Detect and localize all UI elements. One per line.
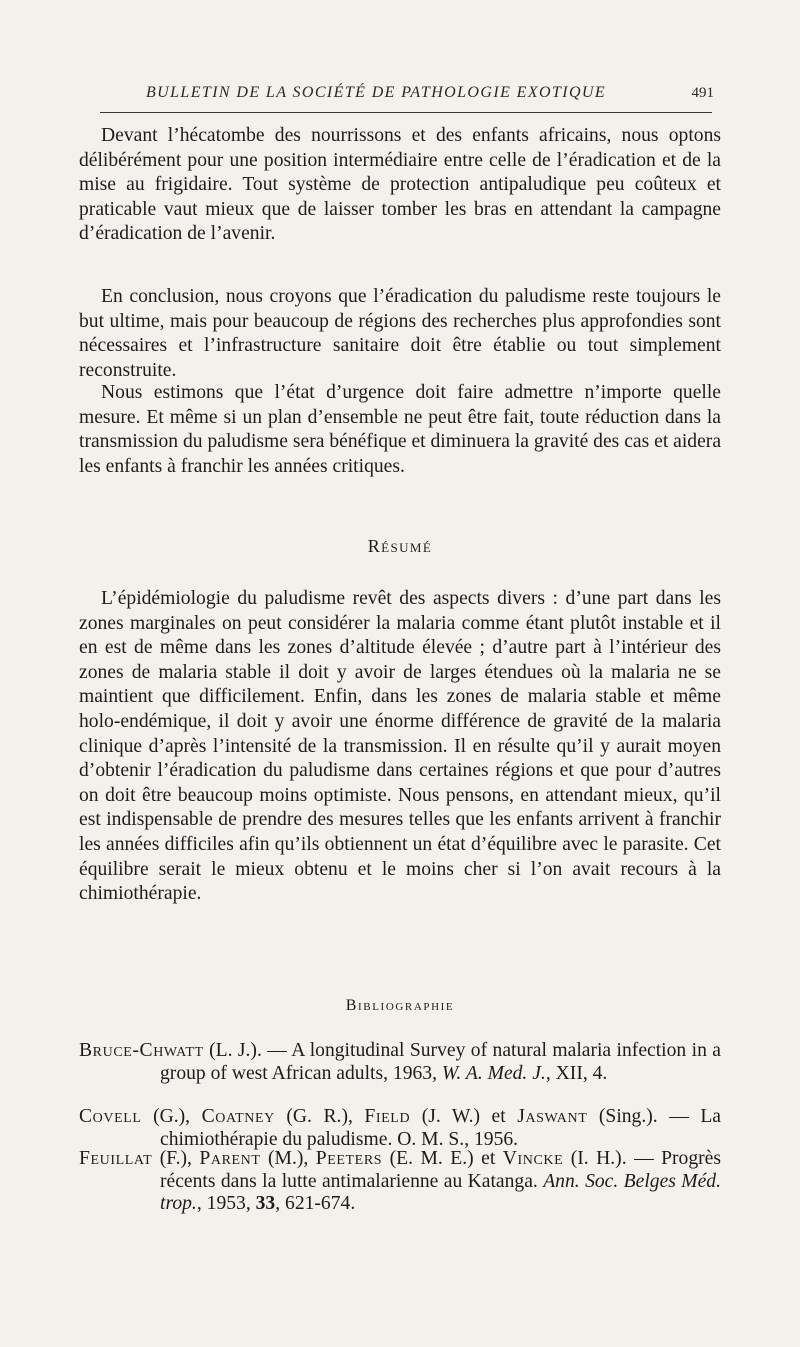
reference-volume: 33 bbox=[255, 1193, 276, 1215]
reference-author: Parent bbox=[199, 1148, 261, 1169]
reference-text: (Sing.). — La chimiothérapie du paludisme. O. M. S., 1956. bbox=[160, 1106, 721, 1150]
journal-running-title: BULLETIN DE LA SOCIÉTÉ DE PATHOLOGIE EXOTIQUE bbox=[146, 84, 607, 101]
reference-text: , XII, 4. bbox=[545, 1062, 608, 1084]
bibliography-entry-1 bbox=[79, 1040, 721, 1085]
paragraph-text: En conclusion, nous croyons que l’éradication du paludisme reste toujours le but ultime, mais pour beaucoup de régions des recherches plus approfondies sont nécessaires et l’infrastructure sanitaire doit être établie ou tout simplement reconstruite. bbox=[79, 286, 721, 381]
reference-text: , 621-674. bbox=[275, 1193, 356, 1215]
reference-text: (J. W.) et bbox=[410, 1106, 518, 1127]
bibliography-heading: Bibliographie bbox=[345, 997, 455, 1014]
reference-journal: Ann. Soc. Belges Méd. trop. bbox=[160, 1170, 721, 1215]
reference-text: (G.), bbox=[141, 1106, 202, 1127]
paragraph-3 bbox=[79, 381, 721, 479]
reference-text: (L. J.). — A longitudinal Survey of natural malaria infection in a group of west African adults, 1963, bbox=[160, 1040, 721, 1084]
running-header bbox=[100, 84, 714, 108]
reference bbox=[79, 1106, 721, 1151]
reference-author: Bruce-Chwatt bbox=[79, 1040, 204, 1061]
paragraph-2 bbox=[79, 285, 721, 383]
resume-text: L’épidémiologie du paludisme revêt des aspects divers : d’une part dans les zones marginales on peut considérer la malaria comme étant plutôt instable et il en est de même dans les zones d’altitude élevée ; d’autre part à l’intérieur des zones de malaria stable il doit y avoir de larges étendues où la malaria ne se maintient que difficilement. Enfin, dans les zones de malaria stable et même holo-endémique, il doit y avoir une énorme différence de gravité de la malaria clinique d’après l’intensité de la transmission. Il en résulte qu’il y aurait moyen d’obtenir l’éradication du paludisme dans certaines régions et que pour d’autres on doit être beaucoup moins optimiste. Nous pensons, en attendant mieux, qu’il est indispensable de prendre des mesures telles que les enfants arrivent à franchir les années difficiles afin qu’ils obtiennent un état d’équilibre avec le parasite. Cet équilibre serait le mieux obtenu et le moins cher si l’on avait recours à la chimiothérapie. bbox=[79, 588, 721, 905]
reference-text: (F.), bbox=[152, 1148, 200, 1169]
reference-text: (E. M. E.) et bbox=[382, 1148, 503, 1169]
paragraph-1 bbox=[79, 124, 721, 247]
paragraph-text: Nous estimons que l’état d’urgence doit faire admettre n’importe quelle mesure. Et même si un plan d’ensemble ne peut être fait, toute réduction dans la transmission du paludisme sera bénéfique et diminuera la gravité des cas et aidera les enfants à franchir les années critiques. bbox=[79, 382, 722, 477]
reference-text: (G. R.), bbox=[274, 1106, 365, 1127]
reference-author: Covell bbox=[79, 1106, 142, 1127]
header-rule bbox=[100, 112, 712, 113]
resume-heading: Résumé bbox=[367, 536, 433, 556]
reference-author: Peeters bbox=[315, 1148, 383, 1169]
reference-author: Vincke bbox=[502, 1148, 564, 1169]
page-number: 491 bbox=[691, 85, 714, 101]
bibliography-entry-3 bbox=[79, 1148, 721, 1216]
reference-text: (M.), bbox=[260, 1148, 316, 1169]
reference-journal: W. A. Med. J. bbox=[441, 1062, 546, 1084]
reference bbox=[79, 1148, 721, 1216]
reference-text: , 1953, bbox=[196, 1193, 256, 1215]
reference bbox=[79, 1040, 721, 1085]
reference-author: Jaswant bbox=[517, 1106, 588, 1127]
paragraph-text: Devant l’hécatombe des nourrissons et des enfants africains, nous optons délibérément pour une position intermédiaire entre celle de l’éradication et de la mise au frigidaire. Tout système de protection antipaludique peu coûteux et praticable vaut mieux que de laisser tomber les bras en attendant la campagne d’éradication de l’avenir. bbox=[79, 125, 721, 245]
resume-paragraph bbox=[79, 587, 721, 907]
reference-author: Field bbox=[364, 1106, 411, 1127]
bibliography-entry-2 bbox=[79, 1106, 721, 1151]
reference-author: Coatney bbox=[201, 1106, 275, 1127]
reference-text: (I. H.). — Progrès récents dans la lutte antimalarienne au Katanga. bbox=[160, 1148, 721, 1192]
reference-author: Feuillat bbox=[79, 1148, 153, 1169]
